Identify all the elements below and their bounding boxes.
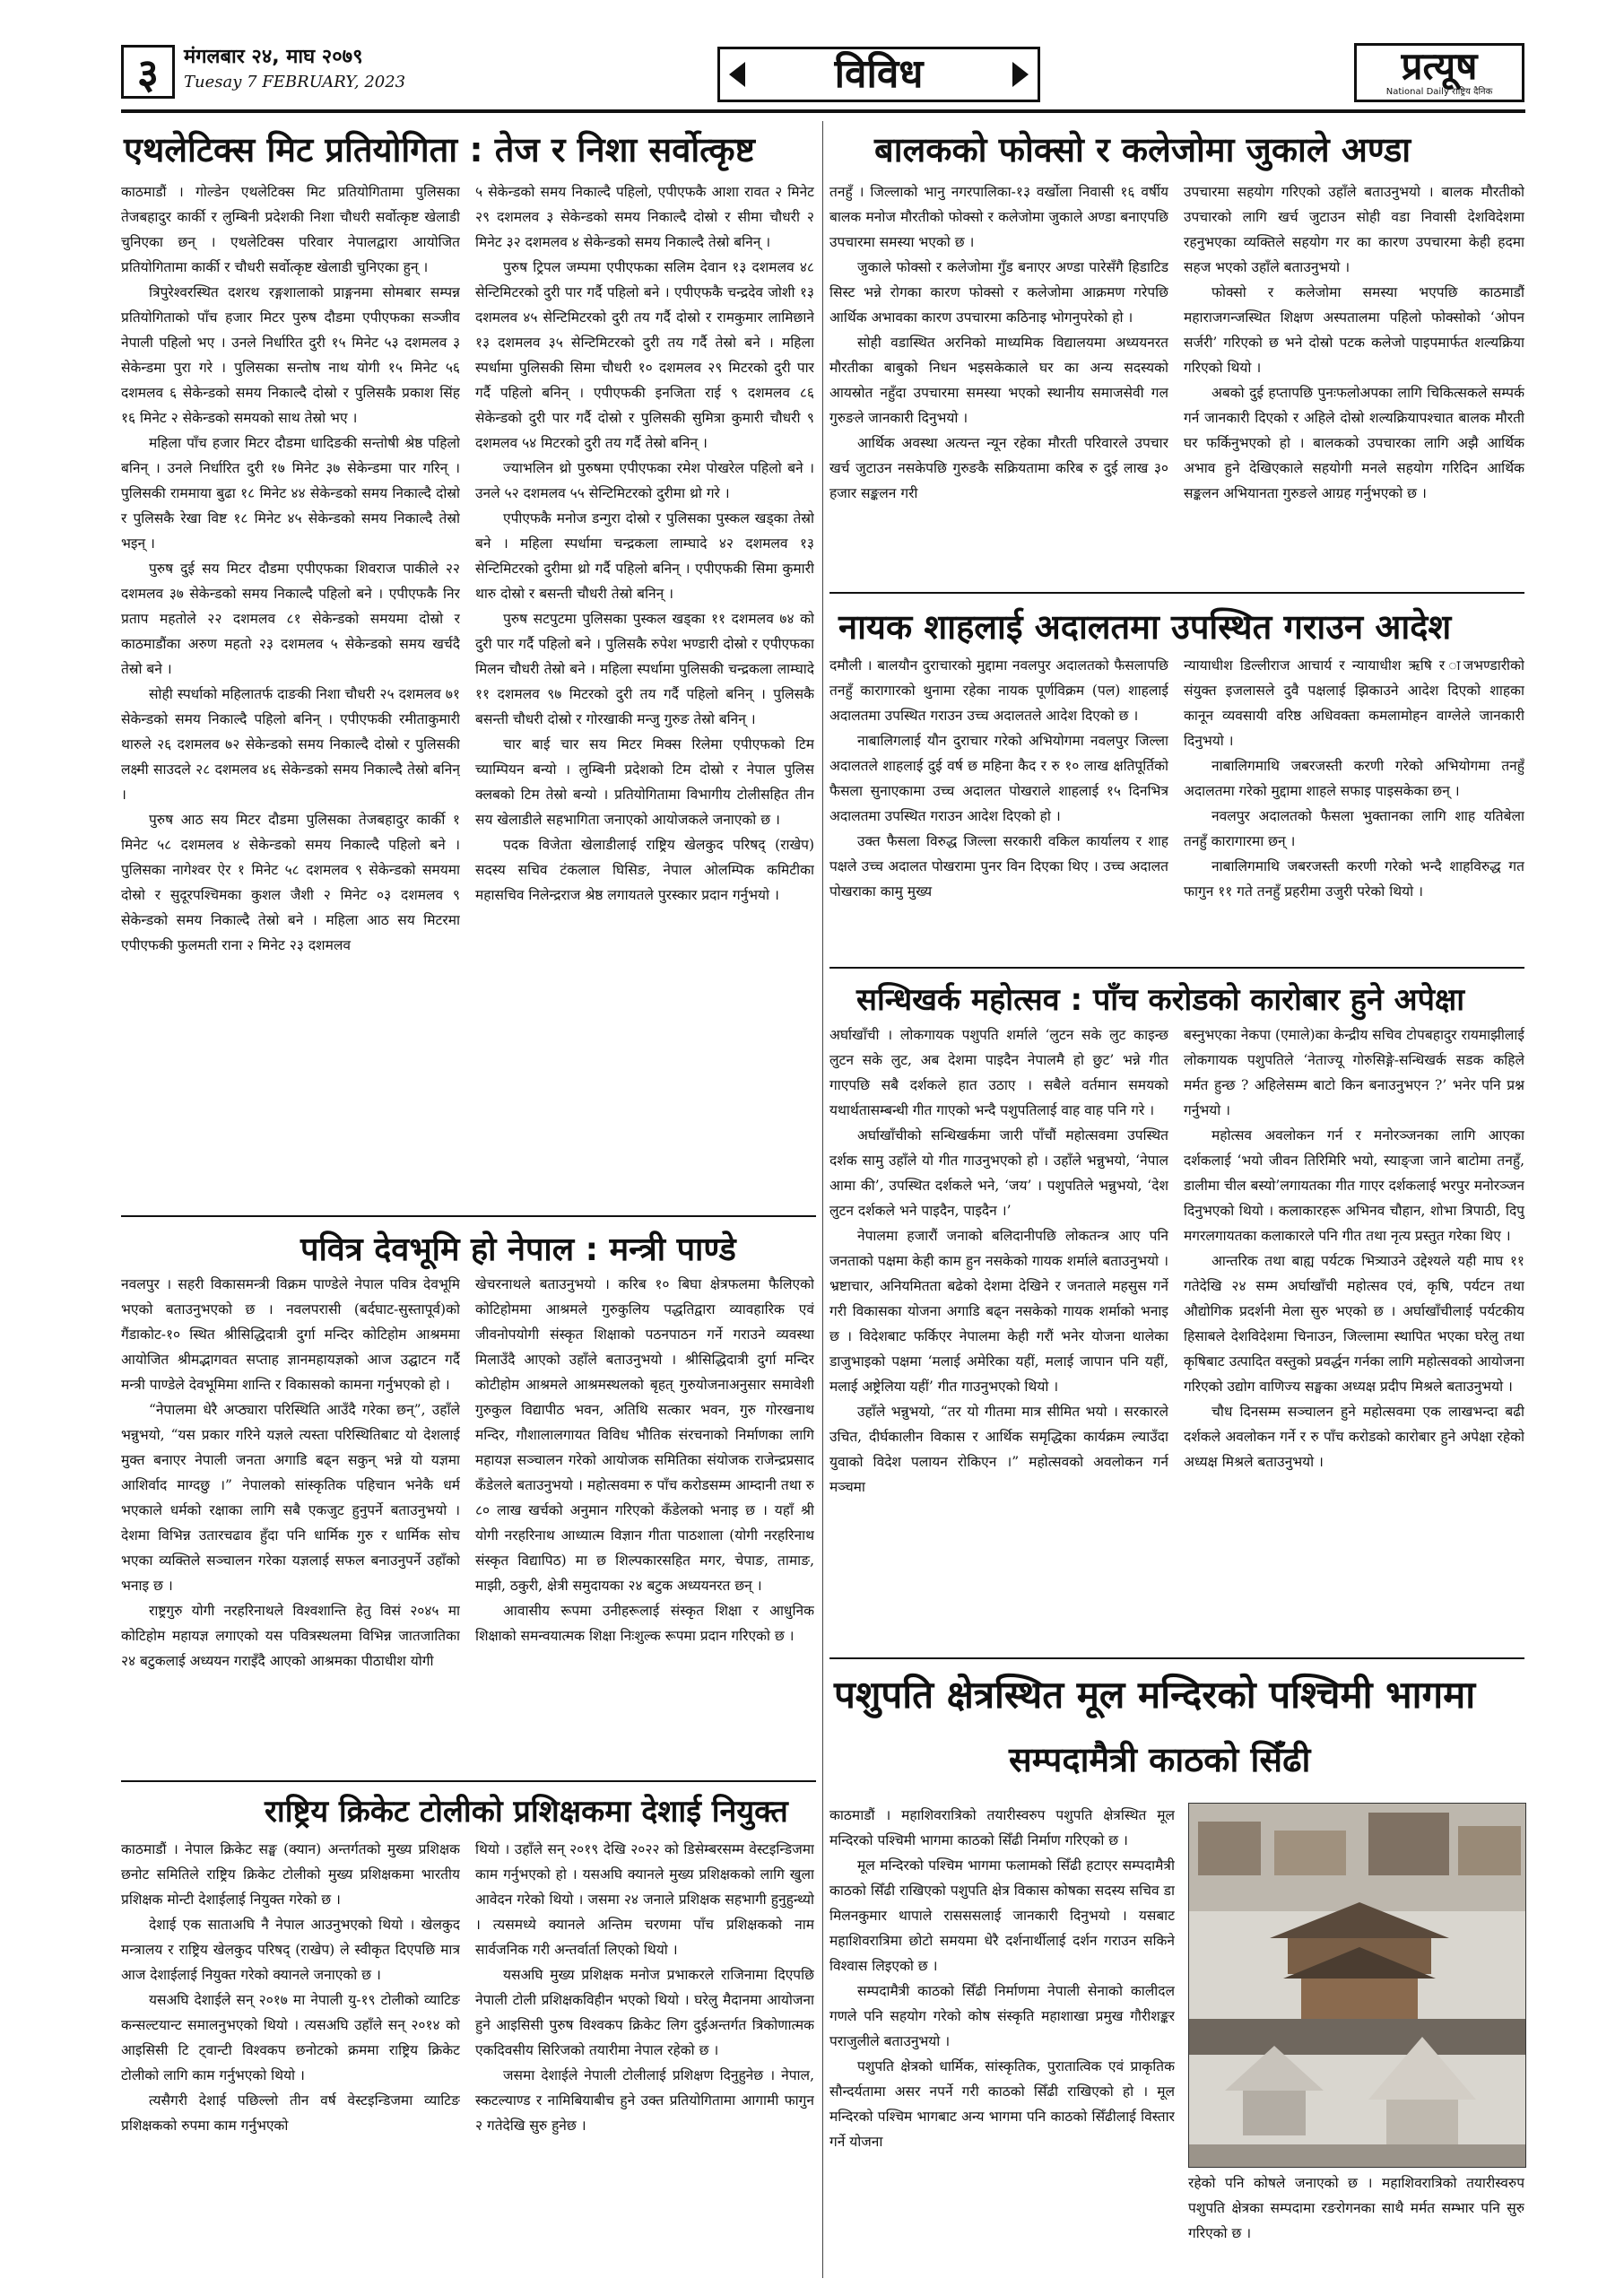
headline-pashupati-line1: पशुपति क्षेत्रस्थित मूल मन्दिरको पश्चिमी भागमा (834, 1673, 1476, 1717)
paragraph: उपचारमा सहयोग गरिएको उहाँले बताउनुभयो । बालक मौरतीको उपचारको लागि खर्च जुटाउन सोही वडा निवासी देशविदेशमा रहनुभएका व्यक्तिले सहयोग गर का कारण उपचारमा केही हदमा सहज भएको उहाँले बताउनुभयो । (1184, 184, 1524, 275)
article-pashupati-col1 (829, 1803, 1175, 2287)
column-divider (822, 121, 823, 2278)
article-athletics-col2 (475, 179, 814, 1213)
headline-athletics: एथलेटिक्स मिट प्रतियोगिता : तेज र निशा सर्वोत्कृष्ट (124, 130, 755, 170)
paragraph: पुरुष सटपुटमा पुलिसका पुस्कल खड्का ११ दशमलव ७४ को दुरी पार गर्दै पहिलो बने । पुलिसकै रुपेश भण्डारी दोस्रो र एपीएफका मिलन चौधरी तेस्रो बने । महिला स्पर्धामा पुलिसकी चन्द्रकला लाम्घादे ११ दशमलव ९७ मिटरको दुरी तय गर्दै पहिलो बनिन् । पुलिसकै बसन्ती चौधरी दोस्रो र गोरखाकी मन्जु गुरुङ तेस्रो बनिन् । (475, 611, 814, 727)
paragraph: “नेपालमा धेरै अप्ठ्यारा परिस्थिति आउँदै गरेका छन्”, उहाँले भन्नुभयो, “यस प्रकार गरिने यज्ञले त्यस्ता परिस्थितिबाट यो देशलाई मुक्त बनाएर नेपाली जनता अगाडि बढ्न सकुन् भन्ने यो यज्ञमा आशिर्वाद माग्दछु ।” नेपालको सांस्कृतिक पहिचान भनेकै धर्म भएकाले धर्मको रक्षाका लागि सबै एकजुट हुनुपर्ने बताउनुभयो । देशमा विभिन्न उतारचढाव हुँदा पनि धार्मिक गुरु र धार्मिक सोच भएका व्यक्तिले सञ्चालन गरेका यज्ञलाई सफल बनाउनुपर्ने उहाँको भनाइ छ । (121, 1402, 460, 1594)
article-festival-col2 (1184, 1022, 1524, 1655)
paragraph: देशाई एक साताअघि नै नेपाल आउनुभएको थियो । खेलकुद मन्त्रालय र राष्ट्रिय खेलकुद परिषद् (राखेप) ले स्वीकृत दिएपछि मात्र आज देशाईलाई नियुक्त गरेको क्यानले जनाएको छ । (121, 1917, 460, 1983)
article-pashupati-col2 (1188, 2170, 1524, 2287)
paragraph: सोही स्पर्धाको महिलातर्फ दाङकी निशा चौधरी २५ दशमलव ७१ सेकेन्डको समय निकाल्दै पहिलो बनिन् । एपीएफकी रमीताकुमारी थारुले २६ दशमलव ७२ सेकेन्डको समय निकाल्दै दोस्रो र पुलिसकी लक्ष्मी साउदले २८ दशमलव ४६ सेकेन्डको समय निकाल्दै तेस्रो बनिन् । (121, 686, 460, 803)
paragraph: बस्नुभएका नेकपा (एमाले)का केन्द्रीय सचिव टोपबहादुर रायमाझीलाई लोकगायक पशुपतिले ‘नेताज्यू गोरुसिङ्गे-सन्धिखर्क सडक कहिले मर्मत हुन्छ ? अहिलेसम्म बाटो किन बनाउनुभएन ?’ भनेर पनि प्रश्न गर्नुभयो । (1184, 1027, 1524, 1118)
paragraph: नवलपुर अदालतको फैसला भुक्तानका लागि शाह यतिबेला तनहुँ कारागारमा छन् । (1184, 808, 1524, 849)
headline-boy: बालकको फोक्सो र कलेजोमा जुकाले अण्डा (874, 130, 1411, 170)
paragraph: महोत्सव अवलोकन गर्न र मनोरञ्जनका लागि आएका दर्शकलाई ‘भयो जीवन तिरिमिरि भयो, स्याङ्जा जाने बाटोमा तनहुँ, डालीमा चील बस्यो’लगायतका गीत गाएर दर्शकलाई भरपुर मनोरञ्जन दिनुभएको थियो । कलाकारहरू अभिनव चौहान, शोभा त्रिपाठी, दिपु मगरलगायतका कलाकारले पनि गीत तथा नृत्य प्रस्तुत गरेका थिए । (1184, 1127, 1524, 1244)
paragraph: दमौली । बालयौन दुराचारको मुद्दामा नवलपुर अदालतको फैसलापछि तनहुँ कारागारको थुनामा रहेका नायक पूर्णविक्रम (पल) शाहलाई अदालतमा उपस्थित गराउन उच्च अदालतले आदेश दिएको छ । (829, 657, 1168, 724)
page-number: ३ (121, 45, 175, 99)
temple-photo-illustration (1189, 1804, 1525, 2167)
paragraph: अर्घाखाँची । लोकगायक पशुपति शर्माले ‘लुटन सके लुट काइन्छ लुटन सके लुट, अब देशमा पाइदैन नेपालमै हो छुट’ भन्ने गीत गाएपछि सबै दर्शकले हात उठाए । सबैले वर्तमान समयको यथार्थतासम्बन्धी गीत गाएको भन्दै पशुपतिलाई वाह वाह पनि गरे । (829, 1027, 1168, 1118)
divider (829, 592, 1524, 594)
paragraph: जसमा देशाईले नेपाली टोलीलाई प्रशिक्षण दिनुहुनेछ । नेपाल, स्कटल्याण्ड र नामिबियाबीच हुने उक्त प्रतियोगितामा आगामी फागुन २ गतेदेखि सुरु हुनेछ । (475, 2067, 814, 2134)
divider (829, 1657, 1524, 1659)
paragraph: काठमाडौं । नेपाल क्रिकेट सङ्घ (क्यान) अन्तर्गतको मुख्य प्रशिक्षक छनोट समितिले राष्ट्रिय क्रिकेट टोलीको मुख्य प्रशिक्षकमा भारतीय प्रशिक्षक मोन्टी देशाईलाई नियुक्त गरेको छ । (121, 1841, 460, 1908)
paragraph: नाबालिगलाई यौन दुराचार गरेको अभियोगमा नवलपुर जिल्ला अदालतले शाहलाई दुई वर्ष छ महिना कैद र रु १० लाख क्षतिपूर्तिको फैसला सुनाएकामा उच्च अदालत पोखराले शाहलाई १५ दिनभित्र अदालतमा उपस्थित गराउन आदेश दिएको हो । (829, 733, 1168, 824)
paragraph: फोक्सो र कलेजोमा समस्या भएपछि काठमाडौं महाराजगन्जस्थित शिक्षण अस्पतालमा पहिलो फोक्सोको ‘ओपन सर्जरी’ गरिएको छ भने दोस्रो पटक कलेजो पाइपमार्फत शल्यक्रिया गरिएको थियो । (1184, 284, 1524, 376)
paragraph: यसअघि मुख्य प्रशिक्षक मनोज प्रभाकरले राजिनामा दिएपछि नेपाली टोली प्रशिक्षकविहीन भएको थियो । घरेलु मैदानमा आयोजना हुने आइसिसी पुरुष विश्वकप क्रिकेट लिग दुईअन्तर्गत त्रिकोणात्मक एकदिवसीय सिरिजको तयारीमा नेपाल रहेको छ । (475, 1967, 814, 2058)
logo-subtitle: National Daily राष्ट्रिय दैनिक (1385, 87, 1493, 97)
section-title: विविध (834, 51, 924, 97)
article-court-col1 (829, 653, 1168, 962)
paragraph: नाबालिगमाथि जबरजस्ती करणी गरेको अभियोगमा तनहुँ अदालतमा गरेको मुद्दामा शाहले सफाइ पाइसकेका छन् । (1184, 758, 1524, 799)
divider (829, 967, 1524, 969)
paragraph: पशुपति क्षेत्रको धार्मिक, सांस्कृतिक, पुरातात्विक एवं प्राकृतिक सौन्दर्यतामा असर नपर्ने गरी काठको सिँढी राखिएको हो । मूल मन्दिरको पश्चिम भागबाट अन्य भागमा पनि काठको सिँढीलाई विस्तार गर्ने योजना (829, 2058, 1175, 2150)
paragraph: पुरुष दुई सय मिटर दौडमा एपीएफका शिवराज पाकीले २२ दशमलव ३७ सेकेन्डको समय निकाल्दै पहिलो बने । एपीएफकै निर प्रताप महतोले २२ दशमलव ८१ सेकेन्डको समयमा दोस्रो र काठमाडौंका अरुण महतो २३ दशमलव ५ सेकेन्डको समय खर्चदै तेस्रो बने । (121, 561, 460, 677)
article-court-col2 (1184, 653, 1524, 962)
paragraph: तनहुँ । जिल्लाको भानु नगरपालिका-१३ वर्खोला निवासी १६ वर्षीय बालक मनोज मौरतीको फोक्सो र कलेजोमा जुकाले अण्डा बनाएपछि उपचारमा समस्या भएको छ । (829, 184, 1168, 250)
divider (121, 1215, 816, 1217)
paragraph: सोही वडास्थित अरनिको माध्यमिक विद्यालयमा अध्ययनरत मौरतीका बाबुको निधन भइसकेकाले घर का अन्य सदस्यको आयस्रोत नहुँदा उपचारमा समस्या भएको स्थानीय समाजसेवी गल गुरुङले जानकारी दिनुभयो । (829, 335, 1168, 426)
paragraph: खेचरनाथले बताउनुभयो । करिब १० बिघा क्षेत्रफलमा फैलिएको कोटिहोममा आश्रमले गुरुकुलिय पद्धतिद्वारा व्यावहारिक एवं जीवनोपयोगी संस्कृत शिक्षाको पठनपाठन गर्ने गराउने व्यवस्था मिलाउँदै आएको उहाँले बताउनुभयो । श्रीसिद्धिदात्री दुर्गा मन्दिर कोटीहोम आश्रमले आश्रमस्थलको बृहत् गुरुयोजनाअनुसार समावेशी गुरुकुल विद्यापीठ भवन, अतिथि सत्कार भवन, गुरु गोरखनाथ मन्दिर, गौशालालगायत विविध भौतिक संरचनाको निर्माणका लागि महायज्ञ सञ्चालन गरेको आयोजक समितिका संयोजक राजेन्द्रप्रसाद कँडेलले बताउनुभयो । महोत्सवमा रु पाँच करोडसम्म आम्दानी तथा रु ८० लाख खर्चको अनुमान गरिएको कँडेलको भनाइ छ । यहाँ श्री योगी नरहरिनाथ आध्यात्म विज्ञान गीता पाठशाला (योगी नरहरिनाथ संस्कृत विद्यापिठ) मा छ शिल्पकारसहित मगर, चेपाङ, तामाङ, माझी, ठकुरी, क्षेत्री समुदायका २४ बटुक अध्ययनरत छन् । (475, 1276, 814, 1594)
date-english: Tuesay 7 FEBRUARY, 2023 (184, 73, 406, 91)
paragraph: अबको दुई हप्तापछि पुनःफलोअपका लागि चिकित्सकले सम्पर्क गर्न जानकारी दिएको र अहिले दोस्रो शल्यक्रियापश्चात बालक मौरती घर फर्किनुभएको हो । बालकको उपचारका लागि अझै आर्थिक अभाव हुने देखिएकाले सहयोगी मनले सहयोग गरिदिन आर्थिक सङ्कलन अभियानता गुरुङले आग्रह गर्नुभएको छ । (1184, 385, 1524, 501)
paragraph: त्रिपुरेश्वरस्थित दशरथ रङ्गशालाको प्राङ्गनमा सोमबार सम्पन्न प्रतियोगिताको पाँच हजार मिटर पुरुष दौडमा एपीएफका सञ्जीव नेपाली पहिलो भए । उनले निर्धारित दुरी १५ मिनेट ५३ दशमलव ३ सेकेन्डमा पुरा गरे । पुलिसका सन्तोष नाथ योगी १५ मिनेट ५६ दशमलव ६ सेकेन्डको समय निकाल्दै दोस्रो र पुलिसकै प्रकाश सिंह १६ मिनेट २ सेकेन्डको समयको साथ तेस्रो भए । (121, 284, 460, 426)
paragraph: न्यायाधीश डिल्लीराज आचार्य र न्यायाधीश ऋषि र ाजभण्डारीको संयुक्त इजलासले दुवै पक्षलाई झिकाउने आदेश दिएको शाहका कानून व्यवसायी वरिष्ठ अधिवक्ता कमलामोहन वाग्लेले जानकारी दिनुभयो । (1184, 657, 1524, 749)
headline-court: नायक शाहलाई अदालतमा उपस्थित गराउन आदेश (838, 607, 1452, 647)
masthead-date (184, 45, 405, 95)
article-festival-col1 (829, 1022, 1168, 1655)
article-athletics-col1 (121, 179, 460, 1213)
paragraph: ५ सेकेन्डको समय निकाल्दै पहिलो, एपीएफकै आशा रावत २ मिनेट २९ दशमलव ३ सेकेन्डको समय निकाल्दै दोस्रो र सीमा चौधरी २ मिनेट ३२ दशमलव ४ सेकेन्डको समय निकाल्दै तेस्रो बनिन् । (475, 184, 814, 250)
paragraph: काठमाडौं । गोल्डेन एथलेटिक्स मिट प्रतियोगितामा पुलिसका तेजबहादुर कार्की र लुम्बिनी प्रदेशकी निशा चौधरी सर्वोत्कृष्ट खेलाडी चुनिएका छन् । एथलेटिक्स परिवार नेपालद्वारा आयोजित प्रतियोगितामा कार्की र चौधरी सर्वोत्कृष्ट खेलाडी चुनिएका हुन् । (121, 184, 460, 275)
paragraph: रहेको पनि कोषले जनाएको छ । महाशिवरात्रिको तयारीस्वरुप पशुपति क्षेत्रका सम्पदामा रङरोगनका साथै मर्मत सम्भार पनि सुरु गरिएको छ । (1188, 2175, 1524, 2241)
paragraph: जुकाले फोक्सो र कलेजोमा गुँड बनाएर अण्डा पारेसँगै हिडाटिड सिस्ट भन्ने रोगका कारण फोक्सो र कलेजोमा आक्रमण गरेपछि आर्थिक अभावका कारण उपचारमा कठिनाइ भोगनुपरेको हो । (829, 259, 1168, 326)
paragraph: नवलपुर । सहरी विकासमन्त्री विक्रम पाण्डेले नेपाल पवित्र देवभूमि भएको बताउनुभएको छ । नवलपरासी (बर्दघाट-सुस्तापूर्व)को गैंडाकोट-१० स्थित श्रीसिद्धिदात्री दुर्गा मन्दिर कोटिहोम आश्रममा आयोजित श्रीमद्भागवत सप्ताह ज्ञानमहायज्ञको आज उद्घाटन गर्दै मन्त्री पाण्डेले देवभूमिमा शान्ति र विकासको कामना गर्नुभएको हो । (121, 1276, 460, 1393)
article-boy-col1 (829, 179, 1168, 587)
paragraph: नेपालमा हजारौं जनाको बलिदानीपछि लोकतन्त्र आए पनि जनताको पक्षमा केही काम हुन नसकेको गायक शर्माले बताउनुभयो । भ्रष्टाचार, अनियमितता बढेको देशमा देखिने र जनताले महसुस गर्ने गरी विकासका योजना अगाडि बढ्न नसकेको गायक शर्माको भनाइ छ । विदेशबाट फर्किएर नेपालमा केही गरौं भनेर योजना थालेका डाजुभाइको पक्षमा ‘मलाई अमेरिका यहीं, मलाई जापान पनि यहीं, मलाई अष्ट्रेलिया यहीं’ गीत गाउनुभएको थियो । (829, 1228, 1168, 1395)
paragraph: पुरुष आठ सय मिटर दौडमा पुलिसका तेजबहादुर कार्की १ मिनेट ५८ दशमलव ४ सेकेन्डको समय निकाल्दै पहिलो बने । पुलिसका नागेश्वर ऐर १ मिनेट ५८ दशमलव ९ सेकेन्डको समयमा दोस्रो र सुदूरपश्चिमका कुशल जैशी २ मिनेट ०३ दशमलव ९ सेकेन्डको समय निकाल्दै तेस्रो बने । महिला आठ सय मिटरमा एपीएफकी फुलमती राना २ मिनेट २३ दशमलव (121, 812, 460, 953)
paragraph: अर्घाखाँचीको सन्धिखर्कमा जारी पाँचौं महोत्सवमा उपस्थित दर्शक सामु उहाँले यो गीत गाउनुभएको हो । उहाँले भन्नुभयो, ‘नेपाल आमा की’, उपस्थित दर्शकले भने, ‘जय’ । पशुपतिले भन्नुभयो, ‘देश लुटन दर्शकले भने पाइदैन, पाइदैन ।’ (829, 1127, 1168, 1219)
headline-festival: सन्धिखर्क महोत्सव : पाँच करोडको कारोबार हुने अपेक्षा (856, 982, 1465, 1018)
left-arrow-icon (729, 62, 745, 87)
paragraph: त्यसैगरी देशाई पछिल्लो तीन वर्ष वेस्टइन्डिजमा व्याटिङ प्रशिक्षकको रुपमा काम गर्नुभएको (121, 2092, 460, 2134)
paragraph: मूल मन्दिरको पश्चिम भागमा फलामको सिँढी हटाएर सम्पदामैत्री काठको सिँढी राखिएको पशुपति क्षेत्र विकास कोषका सदस्य सचिव डा मिलनकुमार थापाले रासससलाई जानकारी दिनुभयो । यसबाट महाशिवरात्रिमा छोटो समयमा धेरै दर्शनार्थीलाई दर्शन गराउन सकिने विश्वास लिइएको छ । (829, 1857, 1175, 1974)
date-nepali: मंगलबार २४, माघ २०७९ (184, 46, 363, 68)
paragraph: महिला पाँच हजार मिटर दौडमा धादिङकी सन्तोषी श्रेष्ठ पहिलो बनिन् । उनले निर्धारित दुरी १७ मिनेट ३७ सेकेन्डमा पार गरिन् । पुलिसकी राममाया बुढा १८ मिनेट ४४ सेकेन्डको समय निकाल्दै दोस्रो र पुलिसकै रेखा विष्ट १८ मिनेट ४५ सेकेन्डको समय निकाल्दै तेस्रो भइन् । (121, 435, 460, 552)
paragraph: उहाँले भन्नुभयो, “तर यो गीतमा मात्र सीमित भयो । सरकारले उचित, दीर्घकालीन विकास र आर्थिक समृद्धिका कार्यक्रम ल्याउँदा युवाको विदेश पलायन रोकिएन ।” महोत्सवको अवलोकन गर्न मञ्चमा (829, 1404, 1168, 1495)
paragraph: थियो । उहाँले सन् २०१९ देखि २०२२ को डिसेम्बरसम्म वेस्टइन्डिजमा काम गर्नुभएको हो । यसअघि क्यानले मुख्य प्रशिक्षकको लागि खुला आवेदन गरेको थियो । जसमा २४ जनाले प्रशिक्षक सहभागी हुनुहुन्थ्यो । त्यसमध्ये क्यानले अन्तिम चरणमा पाँच प्रशिक्षकको नाम सार्वजनिक गरी अन्तर्वार्ता लिएको थियो । (475, 1841, 814, 1958)
paragraph: चौध दिनसम्म सञ्चालन हुने महोत्सवमा एक लाखभन्दा बढी दर्शकले अवलोकन गर्ने र रु पाँच करोडको कारोबार हुने अपेक्षा रहेको अध्यक्ष मिश्रले बताउनुभयो । (1184, 1404, 1524, 1470)
article-minister-col1 (121, 1272, 460, 1776)
article-cricket-col1 (121, 1837, 460, 2285)
article-minister-col2 (475, 1272, 814, 1776)
newspaper-logo (1354, 43, 1524, 102)
paragraph: नाबालिगमाथि जबरजस्ती करणी गरेको भन्दै शाहविरुद्ध गत फागुन ११ गते तनहुँ प्रहरीमा उजुरी परेको थियो । (1184, 858, 1524, 900)
right-arrow-icon (1012, 62, 1029, 87)
headline-pashupati-line2: सम्पदामैत्री काठको सिँढी (1009, 1740, 1311, 1779)
paragraph: चार बाई चार सय मिटर मिक्स रिलेमा एपीएफको टिम च्याम्पियन बन्यो । लुम्बिनी प्रदेशको टिम दोस्रो र नेपाल पुलिस क्लबको टिम तेस्रो बन्यो । प्रतियोगितामा विभागीय टोलीसहित तीन सय खेलाडीले सहभागिता जनाएको आयोजकले जनाएको छ । (475, 736, 814, 828)
article-boy-col2 (1184, 179, 1524, 587)
section-title-box (717, 47, 1040, 102)
paragraph: राष्ट्रगुरु योगी नरहरिनाथले विश्वशान्ति हेतु विसं २०४५ मा कोटिहोम महायज्ञ लगाएको यस पवित्रस्थलमा विभिन्न जातजातिका २४ बटुकलाई अध्ययन गराइँदै आएको आश्रमका पीठाधीश योगी (121, 1603, 460, 1669)
paragraph: पदक विजेता खेलाडीलाई राष्ट्रिय खेलकुद परिषद् (राखेप) सदस्य सचिव टंकलाल घिसिङ, नेपाल ओलम्पिक कमिटीका महासचिव निलेन्द्रराज श्रेष्ठ लगायतले पुरस्कार प्रदान गर्नुभयो । (475, 837, 814, 903)
headline-cricket: राष्ट्रिय क्रिकेट टोलीको प्रशिक्षकमा देशाई नियुक्त (265, 1794, 788, 1830)
paragraph: उक्त फैसला विरुद्ध जिल्ला सरकारी वकिल कार्यालय र शाह पक्षले उच्च अदालत पोखरामा पुनर विन दिएका थिए । उच्च अदालत पोखराका कामु मुख्य (829, 833, 1168, 900)
paragraph: आवासीय रूपमा उनीहरूलाई संस्कृत शिक्षा र आधुनिक शिक्षाको समन्वयात्मक शिक्षा निःशुल्क रूपमा प्रदान गरिएको छ । (475, 1603, 814, 1644)
headline-minister: पवित्र देवभूमि हो नेपाल : मन्त्री पाण्डे (300, 1231, 736, 1268)
divider (121, 1780, 816, 1782)
paragraph: आर्थिक अवस्था अत्यन्त न्यून रहेका मौरती परिवारले उपचार खर्च जुटाउन नसकेपछि गुरुङकै सक्रियतामा करिब रु दुई लाख ३० हजार सङ्कलन गरी (829, 435, 1168, 501)
paragraph: सम्पदामैत्री काठको सिँढी निर्माणमा नेपाली सेनाको कालीदल गणले पनि सहयोग गरेको कोष संस्कृति महाशाखा प्रमुख गौरीशङ्कर पराजुलीले बताउनुभयो । (829, 1983, 1175, 2049)
paragraph: एपीएफकै मनोज डन्गुरा दोस्रो र पुलिसका पुस्कल खड्का तेस्रो बने । महिला स्पर्धामा चन्द्रकला लाम्घादे ४२ दशमलव १३ सेन्टिमिटरको दुरीमा थ्रो गर्दै पहिलो बनिन् । एपीएफकी सिमा कुमारी थारु दोस्रो र बसन्ती चौधरी तेस्रो बनिन् । (475, 510, 814, 602)
paragraph: ज्याभलिन थ्रो पुरुषमा एपीएफका रमेश पोखरेल पहिलो बने । उनले ५२ दशमलव ५५ सेन्टिमिटरको दुरीमा थ्रो गरे । (475, 460, 814, 501)
header-rule (121, 109, 1525, 113)
paragraph: आन्तरिक तथा बाह्य पर्यटक भित्र्याउने उद्देश्यले यही माघ ११ गतेदेखि २४ सम्म अर्घाखाँची महोत्सव एवं, कृषि, पर्यटन तथा औद्योगिक प्रदर्शनी मेला सुरु भएको छ । अर्घाखाँचीलाई पर्यटकीय हिसाबले देशविदेशमा चिनाउन, जिल्लामा स्थापित भएका घरेलु तथा कृषिबाट उत्पादित वस्तुको प्रवर्द्धन गर्नका लागि महोत्सवको आयोजना गरिएको उद्योग वाणिज्य सङ्घका अध्यक्ष प्रदीप मिश्रले बताउनुभयो । (1184, 1253, 1524, 1395)
logo-text: प्रत्यूष (1401, 44, 1478, 88)
paragraph: काठमाडौं । महाशिवरात्रिको तयारीस्वरुप पशुपति क्षेत्रस्थित मूल मन्दिरको पश्चिमी भागमा काठको सिँढी निर्माण गरिएको छ । (829, 1807, 1175, 1848)
article-cricket-col2 (475, 1837, 814, 2285)
paragraph: पुरुष ट्रिपल जम्पमा एपीएफका सलिम देवान १३ दशमलव ४८ सेन्टिमिटरको दुरी पार गर्दै पहिलो बने । एपीएफकै चन्द्रदेव जोशी १३ दशमलव ४५ सेन्टिमिटरको दुरी तय गर्दै दोस्रो र रामकुमार लामिछाने १३ दशमलव ३५ सेन्टिमिटरको दुरी तय गर्दै तेस्रो बने । महिला स्पर्धामा पुलिसकी सिमा चौधरी १० दशमलव २९ मिटरको दुरी पार गर्दै पहिलो बनिन् । एपीएफकी इनजिता राई ९ दशमलव ८६ सेकेन्डको दुरी पार गर्दै दोस्रो र पुलिसकी सुमित्रा कुमारी चौधरी ९ दशमलव ५४ मिटरको दुरी तय गर्दै तेस्रो बनिन् । (475, 259, 814, 451)
temple-photo (1188, 1803, 1526, 2168)
paragraph: यसअघि देशाईले सन् २०१७ मा नेपाली यु-१९ टोलीको व्याटिङ कन्सल्टयान्ट समालनुभएको थियो । त्यसअघि उहाँले सन् २०१४ को आइसिसी टि ट्वान्टी विश्वकप छनोटको क्रममा राष्ट्रिय क्रिकेट टोलीको लागि काम गर्नुभएको थियो । (121, 1992, 460, 2083)
